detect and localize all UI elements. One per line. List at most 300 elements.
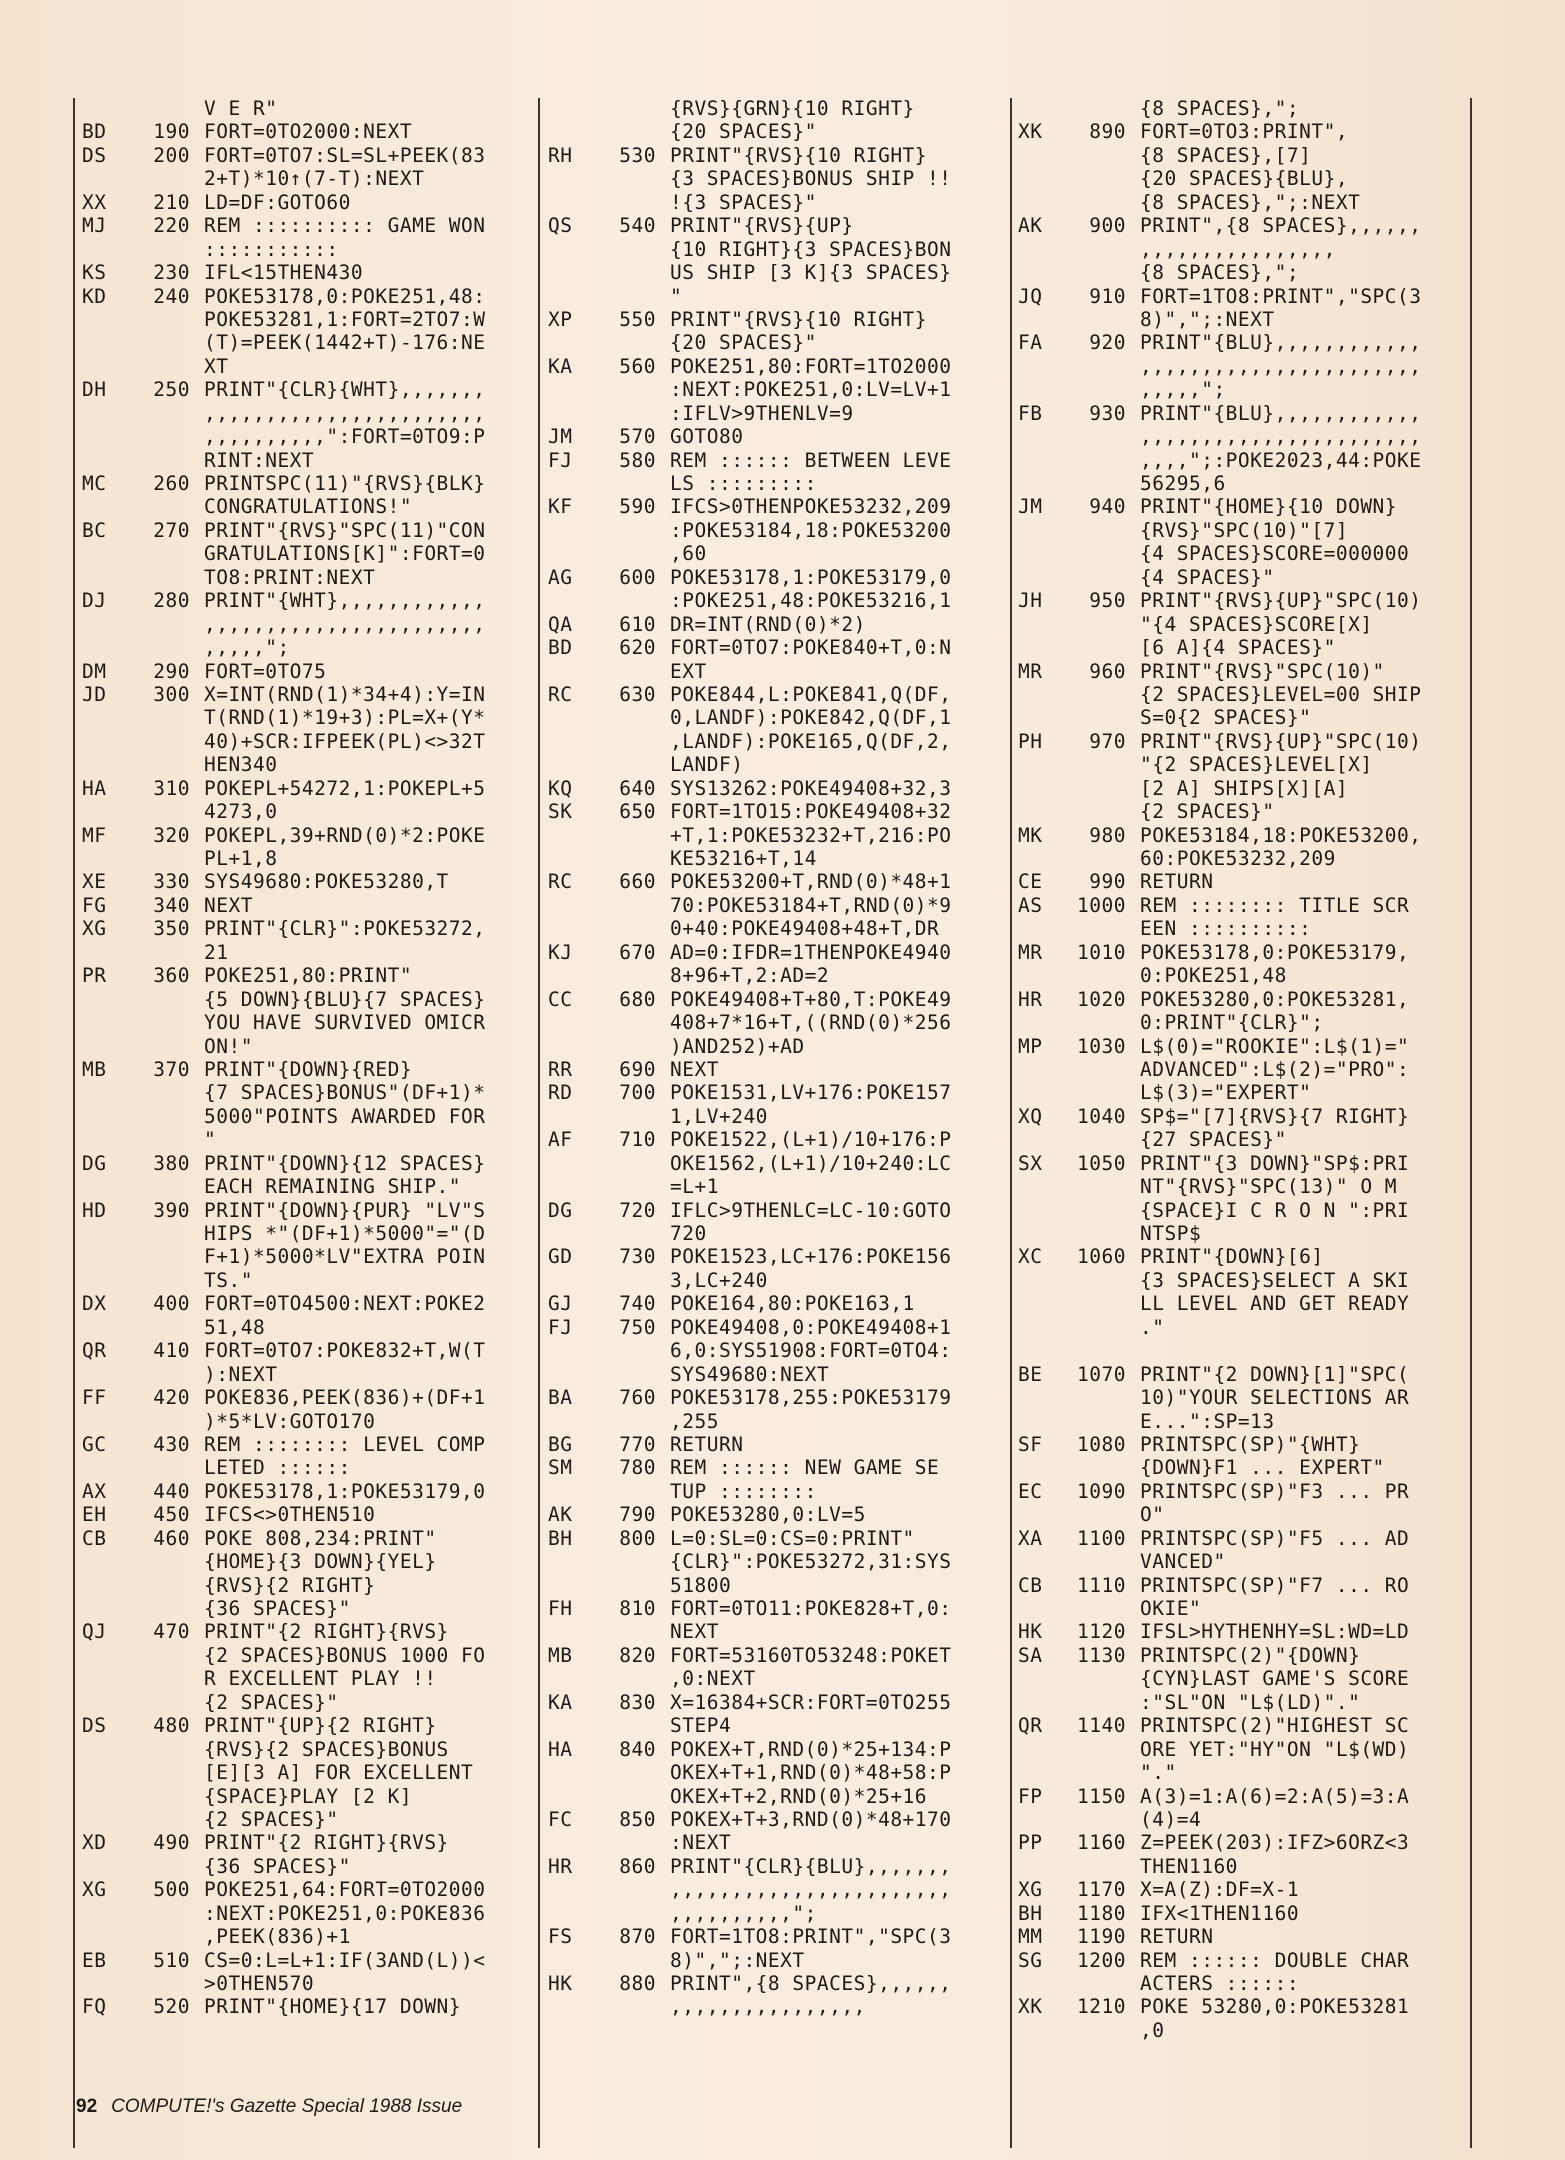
line-number: [1068, 472, 1126, 495]
line-number: [132, 167, 190, 190]
checksum: FJ: [548, 448, 573, 472]
code-line: [82, 1738, 486, 1761]
line-number: [1068, 777, 1126, 800]
checksum: [1018, 1691, 1068, 1714]
code-text: XT: [204, 354, 229, 378]
checksum: [82, 1363, 132, 1386]
checksum: SG: [1018, 1948, 1043, 1972]
line-number: [132, 636, 190, 659]
checksum: [548, 238, 598, 261]
code-text: {2 SPACES}LEVEL=00 SHIP: [1140, 682, 1422, 706]
code-text: SP$="[7]{RVS}{7 RIGHT}: [1140, 1104, 1410, 1128]
code-line: [82, 1292, 486, 1315]
column-rule-1: [538, 98, 540, 2148]
checksum: [548, 1902, 598, 1925]
line-number: 580: [619, 448, 656, 472]
line-number: [1068, 425, 1126, 448]
checksum: [548, 1714, 598, 1737]
code-line: [548, 988, 952, 1011]
code-text: 40)+SCR:IFPEEK(PL)<>32T: [204, 729, 486, 753]
code-text: POKE1523,LC+176:POKE156: [670, 1245, 952, 1269]
line-number: [132, 988, 190, 1011]
checksum: [1018, 753, 1068, 776]
checksum: [1018, 1738, 1068, 1761]
code-line: [82, 566, 486, 589]
line-number: [132, 706, 190, 729]
code-text: FORT=0TO7:SL=SL+PEEK(83: [204, 143, 486, 167]
code-line: [82, 144, 486, 167]
code-text: NT"{RVS}"SPC(13)" O M: [1140, 1175, 1398, 1199]
code-line: [82, 1339, 486, 1362]
code-line: [82, 1574, 486, 1597]
code-line: [548, 706, 952, 729]
code-line: [1018, 378, 1422, 401]
line-number: [132, 1785, 190, 1808]
code-line: [82, 964, 486, 987]
code-text: {2 SPACES}": [204, 1807, 339, 1831]
line-number: [1068, 800, 1126, 823]
code-line: [1018, 1691, 1422, 1714]
line-number: [132, 1691, 190, 1714]
line-number: 830: [619, 1690, 656, 1714]
code-line: [82, 1503, 486, 1526]
line-number: [598, 1667, 656, 1690]
checksum: MP: [1018, 1034, 1043, 1058]
code-text: {SPACE}I C R O N ":PRI: [1140, 1198, 1410, 1222]
line-number: [598, 1269, 656, 1292]
line-number: 340: [153, 893, 190, 917]
code-text: PRINT"{RVS}"SPC(10)": [1140, 659, 1385, 683]
line-number: 860: [619, 1854, 656, 1878]
code-text: [6 A]{4 SPACES}": [1140, 636, 1336, 660]
checksum: [82, 355, 132, 378]
line-number: [598, 894, 656, 917]
checksum: [548, 964, 598, 987]
line-number: [132, 542, 190, 565]
line-number: 1010: [1077, 940, 1126, 964]
line-number: [598, 519, 656, 542]
checksum: [82, 1550, 132, 1573]
checksum: [548, 1339, 598, 1362]
line-number: 780: [619, 1456, 656, 1480]
line-number: [1068, 1550, 1126, 1573]
code-line: [1018, 1620, 1422, 1643]
line-number: [598, 1574, 656, 1597]
code-text: "{4 SPACES}SCORE[X]: [1140, 612, 1373, 636]
checksum: [548, 519, 598, 542]
code-line: [548, 355, 952, 378]
code-text: PRINT"{CLR}":POKE53272,: [204, 917, 486, 941]
line-number: 370: [153, 1057, 190, 1081]
checksum: DG: [82, 1151, 107, 1175]
line-number: [1068, 636, 1126, 659]
code-line: [1018, 870, 1422, 893]
code-line: [548, 191, 952, 214]
checksum: [548, 1175, 598, 1198]
code-text: {36 SPACES}": [204, 1597, 351, 1620]
code-line: [1018, 472, 1422, 495]
code-text: {20 SPACES}": [670, 331, 817, 355]
checksum: SK: [548, 800, 573, 824]
line-number: 1190: [1077, 1925, 1126, 1949]
code-line: [548, 800, 952, 823]
line-number: [1068, 847, 1126, 870]
code-text: :POKE251,48:POKE53216,1: [670, 589, 952, 613]
page-footer: [76, 2096, 462, 2118]
code-line: [82, 1410, 486, 1433]
checksum: [1018, 1386, 1068, 1409]
code-line: [82, 1152, 486, 1175]
code-text: PRINT"{RVS}{UP}"SPC(10): [1140, 729, 1422, 753]
code-text: ": [670, 284, 683, 308]
checksum: [1018, 542, 1068, 565]
line-number: 1150: [1077, 1784, 1126, 1808]
code-text: 6,0:SYS51908:FORT=0TO4:: [670, 1339, 952, 1363]
code-line: [82, 589, 486, 612]
code-text: PRINTSPC(SP)"{WHT}: [1140, 1432, 1361, 1456]
code-text: :NEXT: [670, 1831, 732, 1855]
code-text: PRINT"{DOWN}{PUR} "LV"S: [204, 1198, 486, 1222]
code-line: [548, 167, 952, 190]
line-number: 620: [619, 636, 656, 660]
code-line: [548, 261, 952, 284]
code-text: ):NEXT: [204, 1362, 278, 1386]
line-number: 550: [619, 307, 656, 331]
code-line: [548, 1527, 952, 1550]
line-number: [1068, 753, 1126, 776]
code-line: [548, 730, 952, 753]
checksum: [1018, 425, 1068, 448]
code-line: [82, 1269, 486, 1292]
line-number: [132, 1597, 190, 1620]
line-number: 1000: [1077, 893, 1126, 917]
column-rule-left: [73, 98, 75, 2148]
code-text: PRINTSPC(11)"{RVS}{BLK}: [204, 472, 486, 495]
line-number: 400: [153, 1292, 190, 1316]
code-line: [82, 214, 486, 237]
checksum: XG: [82, 917, 107, 941]
checksum: SM: [548, 1456, 573, 1480]
code-text: GRATULATIONS[K]":FORT=0: [204, 542, 486, 566]
code-line: [548, 1035, 952, 1058]
code-line: [1018, 519, 1422, 542]
code-line: [82, 1058, 486, 1081]
code-line: [548, 1480, 952, 1503]
line-number: [598, 660, 656, 683]
line-number: [1068, 1222, 1126, 1245]
checksum: XX: [82, 190, 107, 214]
checksum: [1018, 238, 1068, 261]
code-text: LD=DF:GOTO60: [204, 190, 351, 214]
code-text: OKIE": [1140, 1597, 1202, 1620]
line-number: 220: [153, 214, 190, 238]
code-line: [548, 1011, 952, 1034]
code-text: {RVS}{GRN}{10 RIGHT}: [670, 97, 915, 120]
code-text: 8+96+T,2:AD=2: [670, 964, 830, 988]
checksum: MB: [82, 1057, 107, 1081]
line-number: [132, 97, 190, 120]
code-text: ,PEEK(836)+1: [204, 1925, 351, 1949]
checksum: [1018, 2019, 1068, 2042]
code-line: [82, 1808, 486, 1831]
code-line: [548, 753, 952, 776]
code-text: POKE836,PEEK(836)+(DF+1: [204, 1386, 486, 1410]
code-line: [82, 120, 486, 143]
line-number: [598, 191, 656, 214]
line-number: [1068, 1503, 1126, 1526]
line-number: [132, 1925, 190, 1948]
checksum: MK: [1018, 823, 1043, 847]
checksum: [1018, 1550, 1068, 1573]
code-line: [1018, 1175, 1422, 1198]
line-number: 1180: [1077, 1901, 1126, 1925]
code-text: PRINT"{RVS}{UP}: [670, 214, 854, 238]
code-text: LL LEVEL AND GET READY: [1140, 1292, 1410, 1316]
code-line: [82, 636, 486, 659]
line-number: 280: [153, 589, 190, 613]
code-line: [82, 917, 486, 940]
code-text: L$(0)="ROOKIE":L$(1)=": [1140, 1034, 1410, 1058]
checksum: MB: [548, 1643, 573, 1667]
line-number: [132, 1245, 190, 1268]
line-number: [132, 941, 190, 964]
checksum: GD: [548, 1245, 573, 1269]
code-text: PRINTSPC(SP)"F7 ... RO: [1140, 1573, 1410, 1597]
line-number: 410: [153, 1339, 190, 1363]
code-line: [82, 97, 486, 120]
code-text: {2 SPACES}": [204, 1690, 339, 1714]
code-text: POKE53280,0:POKE53281,: [1140, 987, 1410, 1011]
code-line: [1018, 1527, 1422, 1550]
checksum: [82, 1644, 132, 1667]
checksum: [1018, 683, 1068, 706]
checksum: XA: [1018, 1526, 1043, 1550]
code-text: REM :::::: BETWEEN LEVE: [670, 448, 952, 472]
line-number: 740: [619, 1292, 656, 1316]
checksum: KF: [548, 495, 573, 519]
code-line: [548, 1785, 952, 1808]
line-number: [132, 1081, 190, 1104]
code-line: [82, 613, 486, 636]
code-text: REM :::::: NEW GAME SE: [670, 1456, 940, 1480]
checksum: [1018, 917, 1068, 940]
code-line: [82, 660, 486, 683]
line-number: [598, 1222, 656, 1245]
code-line: [1018, 1925, 1422, 1948]
code-text: POKE53200+T,RND(0)*48+1: [670, 870, 952, 894]
checksum: [1018, 1175, 1068, 1198]
code-line: [1018, 706, 1422, 729]
line-number: [132, 566, 190, 589]
code-text: A(3)=1:A(6)=2:A(5)=3:A: [1140, 1784, 1410, 1808]
checksum: HD: [82, 1198, 107, 1222]
code-text: PRINT"{HOME}{10 DOWN}: [1140, 495, 1398, 519]
line-number: 290: [153, 659, 190, 683]
code-text: {5 DOWN}{BLU}{7 SPACES}: [204, 987, 486, 1011]
checksum: HR: [548, 1854, 573, 1878]
code-line: [82, 988, 486, 1011]
checksum: [548, 331, 598, 354]
code-text: FORT=0TO75: [204, 659, 327, 683]
code-line: [1018, 683, 1422, 706]
code-line: [82, 285, 486, 308]
checksum: [548, 1574, 598, 1597]
line-number: [132, 753, 190, 776]
checksum: [548, 753, 598, 776]
code-line: [1018, 730, 1422, 753]
code-text: PRINT"{DOWN}{RED}: [204, 1057, 413, 1081]
code-text: 1,LV+240: [670, 1104, 768, 1128]
code-line: [82, 495, 486, 518]
code-line: [1018, 308, 1422, 331]
code-text: ,,,,,,,,,,,,,,,,,,,,,,,: [1140, 354, 1422, 378]
checksum: GC: [82, 1432, 107, 1456]
code-text: DR=INT(RND(0)*2): [670, 612, 866, 636]
checksum: [82, 941, 132, 964]
code-line: [82, 1128, 486, 1151]
checksum: [548, 1105, 598, 1128]
checksum: [548, 97, 598, 120]
checksum: [548, 824, 598, 847]
code-line: [82, 706, 486, 729]
line-number: 1160: [1077, 1831, 1126, 1855]
code-line: [548, 495, 952, 518]
code-text: {RVS}{2 RIGHT}: [204, 1573, 376, 1597]
checksum: FS: [548, 1925, 573, 1949]
line-number: 420: [153, 1386, 190, 1410]
code-text: FORT=1TO15:POKE49408+32: [670, 800, 952, 824]
checksum: [1018, 1128, 1068, 1151]
code-line: [548, 542, 952, 565]
line-number: 360: [153, 964, 190, 988]
checksum: HA: [82, 776, 107, 800]
line-number: [598, 1152, 656, 1175]
code-line: [548, 1152, 952, 1175]
code-line: [1018, 1597, 1422, 1620]
checksum: QR: [1018, 1714, 1043, 1738]
code-line: [1018, 917, 1422, 940]
checksum: [1018, 964, 1068, 987]
code-line: [82, 1316, 486, 1339]
code-text: SYS13262:POKE49408+32,3: [670, 776, 952, 800]
code-text: {HOME}{3 DOWN}{YEL}: [204, 1550, 437, 1574]
line-number: [1068, 1761, 1126, 1784]
code-line: [82, 1995, 486, 2018]
checksum: [82, 1456, 132, 1479]
code-line: [548, 1199, 952, 1222]
code-text: ,,,,,,,,,,,,,,,,: [670, 1995, 866, 2019]
line-number: [132, 1574, 190, 1597]
code-line: [82, 1855, 486, 1878]
line-number: 880: [619, 1972, 656, 1995]
code-line: [548, 824, 952, 847]
code-text: IFX<1THEN1160: [1140, 1901, 1300, 1925]
checksum: [548, 1550, 598, 1573]
checksum: [548, 120, 598, 143]
code-text: "{2 SPACES}LEVEL[X]: [1140, 753, 1373, 777]
code-text: {8 SPACES},";: [1140, 97, 1300, 120]
checksum: CB: [82, 1526, 107, 1550]
code-line: [548, 144, 952, 167]
code-text: FORT=1TO8:PRINT","SPC(3: [670, 1925, 952, 1949]
code-text: 0:PRINT"{CLR}";: [1140, 1011, 1324, 1035]
checksum: AS: [1018, 893, 1043, 917]
line-number: [132, 1808, 190, 1831]
code-line: [1018, 449, 1422, 472]
code-text: {8 SPACES},[7]: [1140, 143, 1312, 167]
checksum: AK: [548, 1503, 573, 1527]
line-number: [1068, 1738, 1126, 1761]
line-number: [1068, 1855, 1126, 1878]
code-text: IFCS<>0THEN510: [204, 1503, 376, 1527]
code-text: POKE53281,1:FORT=2TO7:W: [204, 307, 486, 331]
code-text: ,,,,,,,,,,,,,,,,,,,,,,,: [204, 401, 486, 425]
code-text: POKE53280,0:LV=5: [670, 1503, 866, 1527]
line-number: [598, 1105, 656, 1128]
checksum: [82, 1597, 132, 1620]
line-number: [598, 1902, 656, 1925]
checksum: JQ: [1018, 284, 1043, 308]
line-number: [132, 1128, 190, 1151]
checksum: JM: [548, 425, 573, 449]
checksum: [82, 1902, 132, 1925]
line-number: [1068, 1597, 1126, 1620]
code-text: EEN ::::::::::: [1140, 917, 1312, 941]
column-rule-right: [1470, 98, 1472, 2148]
checksum: [548, 402, 598, 425]
checksum: [1018, 144, 1068, 167]
code-text: FORT=53160TO53248:POKET: [670, 1643, 952, 1667]
checksum: CB: [1018, 1573, 1043, 1597]
code-line: [548, 1597, 952, 1620]
line-number: 1170: [1077, 1878, 1126, 1902]
checksum: DH: [82, 378, 107, 402]
checksum: [82, 97, 132, 120]
code-text: PRINT"{2 RIGHT}{RVS}: [204, 1620, 449, 1644]
line-number: [1068, 1691, 1126, 1714]
code-text: LANDF): [670, 753, 744, 777]
line-number: [598, 1410, 656, 1433]
code-text: IFL<15THEN430: [204, 261, 364, 285]
checksum: KD: [82, 284, 107, 308]
code-line: [1018, 1105, 1422, 1128]
code-text: [E][3 A] FOR EXCELLENT: [204, 1761, 474, 1785]
code-line: [548, 941, 952, 964]
line-number: [598, 1831, 656, 1854]
checksum: [548, 1761, 598, 1784]
code-line: [1018, 1058, 1422, 1081]
checksum: [82, 1105, 132, 1128]
line-number: [132, 1035, 190, 1058]
code-line: [548, 1081, 952, 1104]
checksum: DS: [82, 143, 107, 167]
line-number: 600: [619, 565, 656, 589]
code-line: [82, 1785, 486, 1808]
code-text: {3 SPACES}BONUS SHIP !!: [670, 167, 952, 191]
code-text: SYS49680:NEXT: [670, 1362, 830, 1386]
code-text: {DOWN}F1 ... EXPERT": [1140, 1456, 1385, 1480]
line-number: [1068, 1667, 1126, 1690]
checksum: [82, 238, 132, 261]
line-number: 390: [153, 1198, 190, 1222]
line-number: [598, 1761, 656, 1784]
code-line: [1018, 1761, 1422, 1784]
line-number: 670: [619, 940, 656, 964]
checksum: KA: [548, 354, 573, 378]
checksum: [548, 1269, 598, 1292]
code-line: [1018, 1386, 1422, 1409]
line-number: 890: [1089, 120, 1126, 144]
